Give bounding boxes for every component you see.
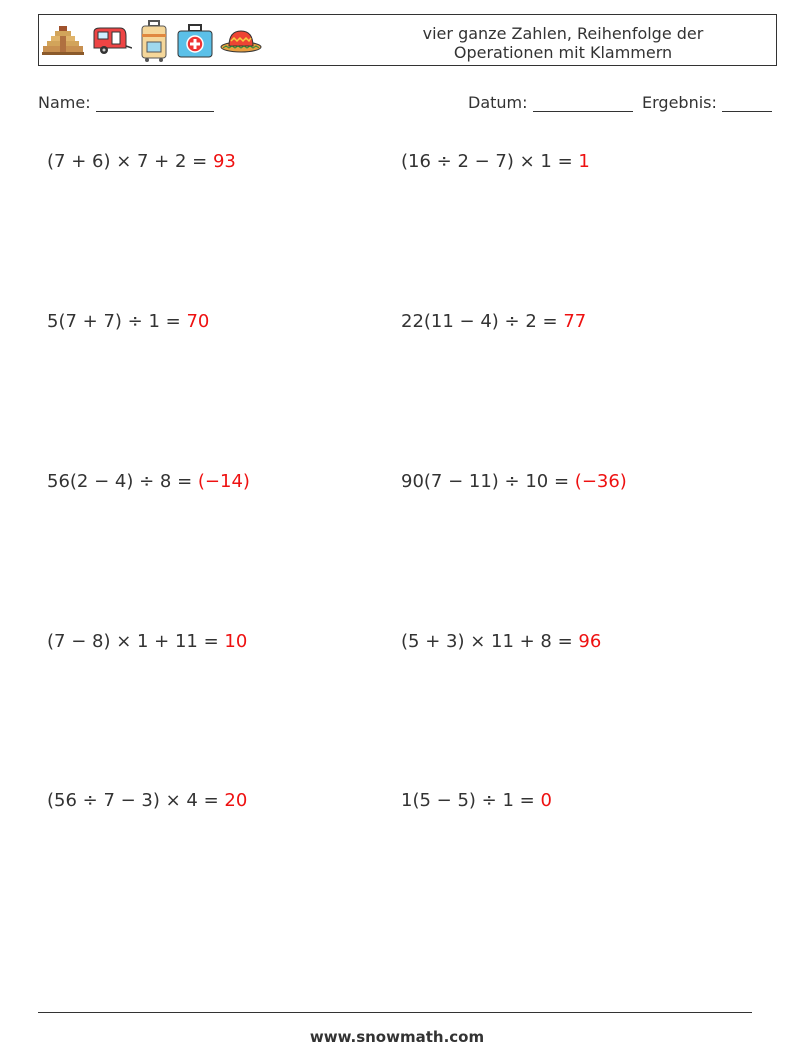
problem-expression: 56(2 − 4) ÷ 8 =: [47, 471, 198, 492]
camper-trailer-icon: [90, 26, 132, 56]
date-blank[interactable]: [533, 95, 633, 112]
problem-answer: 93: [212, 151, 236, 172]
problem-9: [47, 790, 247, 811]
pyramid-icon: [42, 24, 84, 58]
problem-answer: (−14): [197, 471, 250, 492]
result-label: Ergebnis:: [642, 93, 717, 112]
footer-divider: [38, 1012, 752, 1013]
name-blank[interactable]: [96, 95, 214, 112]
header-icons: [42, 19, 262, 63]
date-field: [468, 93, 633, 112]
worksheet-header: [38, 14, 777, 66]
problem-expression: (7 + 6) × 7 + 2 =: [47, 151, 213, 172]
name-field: [38, 93, 214, 112]
problem-answer: 20: [224, 790, 248, 811]
title-line-1: vier ganze Zahlen, Reihenfolge der: [422, 24, 704, 43]
problem-answer: 70: [186, 311, 210, 332]
problem-expression: 90(7 − 11) ÷ 10 =: [401, 471, 575, 492]
problem-expression: 1(5 − 5) ÷ 1 =: [401, 790, 541, 811]
problem-expression: (5 + 3) × 11 + 8 =: [401, 631, 579, 652]
problem-2: [401, 151, 590, 172]
sombrero-icon: [220, 28, 262, 54]
name-label: Name:: [38, 93, 91, 112]
first-aid-kit-icon: [176, 23, 214, 59]
suitcase-icon: [138, 20, 170, 62]
problem-expression: 22(11 − 4) ÷ 2 =: [401, 311, 564, 332]
problem-answer: 1: [578, 151, 590, 172]
problem-7: [47, 631, 247, 652]
problem-4: [401, 311, 586, 332]
date-label: Datum:: [468, 93, 528, 112]
problem-3: [47, 311, 209, 332]
problem-answer: 96: [578, 631, 602, 652]
result-blank[interactable]: [722, 95, 772, 112]
problem-answer: 10: [224, 631, 248, 652]
problem-6: [401, 471, 627, 492]
problem-8: [401, 631, 601, 652]
worksheet-title: [403, 24, 723, 62]
problem-answer: 77: [563, 311, 587, 332]
problem-expression: (7 − 8) × 1 + 11 =: [47, 631, 225, 652]
result-field: [642, 93, 772, 112]
title-line-2: Operationen mit Klammern: [453, 43, 673, 62]
problem-answer: 0: [540, 790, 552, 811]
problem-10: [401, 790, 552, 811]
problem-1: [47, 151, 236, 172]
problem-expression: (16 ÷ 2 − 7) × 1 =: [401, 151, 579, 172]
problem-answer: (−36): [574, 471, 627, 492]
problem-expression: 5(7 + 7) ÷ 1 =: [47, 311, 187, 332]
problem-5: [47, 471, 250, 492]
footer-url[interactable]: www.snowmath.com: [309, 1028, 485, 1046]
problem-expression: (56 ÷ 7 − 3) × 4 =: [47, 790, 225, 811]
